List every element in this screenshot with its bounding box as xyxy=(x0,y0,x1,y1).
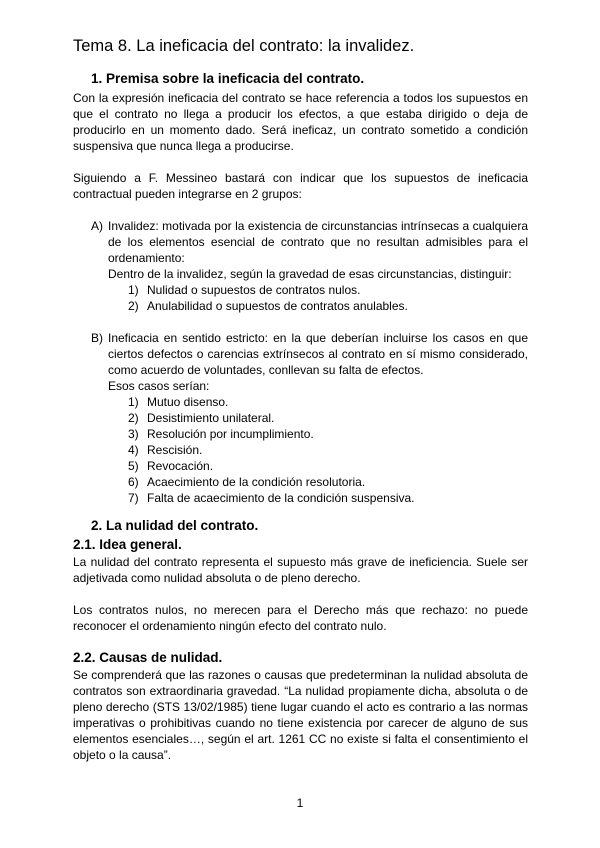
block-letter: A) xyxy=(91,219,103,233)
block-letter: B) xyxy=(91,331,103,345)
block-b xyxy=(91,330,528,506)
paragraph: Los contratos nulos, no merecen para el Derecho más que rechazo: no puede reconocer el ordenamiento ningún efecto del contrato nulo. xyxy=(73,603,528,633)
list-item: 7) Falta de acaecimiento de la condición suspensiva. xyxy=(128,491,415,505)
list-item: 2) Desistimiento unilateral. xyxy=(128,411,275,425)
list-item: 1) Nulidad o supuestos de contratos nulos. xyxy=(128,283,361,297)
list-item: 4) Rescisión. xyxy=(128,443,203,457)
subsection-2-1-heading: 2.1. Idea general. xyxy=(73,537,182,552)
section-1-heading: 1. Premisa sobre la ineficacia del contrato. xyxy=(91,71,365,86)
list-item: 6) Acaecimiento de la condición resolutoria. xyxy=(128,475,366,489)
list-item: 3) Resolución por incumplimiento. xyxy=(128,427,314,441)
paragraph: La nulidad del contrato representa el supuesto más grave de ineficiencia. Suele ser adjetivada como nulidad absoluta o de pleno derecho. xyxy=(73,555,528,585)
list-item: 5) Revocación. xyxy=(128,459,214,473)
document-page xyxy=(73,36,528,763)
list-item: 1) Mutuo disenso. xyxy=(128,395,229,409)
list xyxy=(108,394,528,506)
page-number: 1 xyxy=(296,796,304,810)
paragraph: Se comprenderá que las razones o causas que predeterminan la nulidad absoluta de contratos son extraordinaria gravedad. “La nulidad propiamente dicha, absoluta o de pleno derecho (STS 13/02/1985) tiene lugar cuando el acto es contrario a las normas imperativas o prohibitivas cuando no tiene existencia por carecer de alguno de sus elementos esenciales…, según el art. 1261 CC no existe si falta el consentimiento el objeto o la causa”. xyxy=(73,668,528,762)
section-2-heading: 2. La nulidad del contrato. xyxy=(91,518,259,533)
block-text: Invalidez: motivada por la existencia de circunstancias intrínsecas a cualquiera de los elementos esencial de contrato que no resultan admisibles para el ordenamiento: xyxy=(108,219,528,265)
block-a xyxy=(91,218,528,314)
paragraph: Siguiendo a F. Messineo bastará con indicar que los supuestos de ineficacia contractual pueden integrarse en 2 grupos: xyxy=(73,171,528,201)
list-item: 2) Anulabilidad o supuestos de contratos anulables. xyxy=(128,299,408,313)
document-title: Tema 8. La ineficacia del contrato: la invalidez. xyxy=(73,37,415,55)
block-intro: Esos casos serían: xyxy=(108,379,210,393)
block-text: Ineficacia en sentido estricto: en la que deberían incluirse los casos en que ciertos defectos o carencias extrínsecos al contrato en sí mismo considerado, como acuerdo de voluntades, conllevan su falta de efectos. xyxy=(108,331,528,377)
block-intro: Dentro de la invalidez, según la gravedad de esas circunstancias, distinguir: xyxy=(108,267,512,281)
subsection-2-2-heading: 2.2. Causas de nulidad. xyxy=(73,650,223,665)
paragraph: Con la expresión ineficacia del contrato se hace referencia a todos los supuestos en que el contrato no llega a producir los efectos, a que estaba dirigido o deja de producirlo en un momento dado. Será ineficaz, un contrato sometido a condición suspensiva que nunca llega a producirse. xyxy=(73,91,528,153)
list xyxy=(108,282,528,314)
